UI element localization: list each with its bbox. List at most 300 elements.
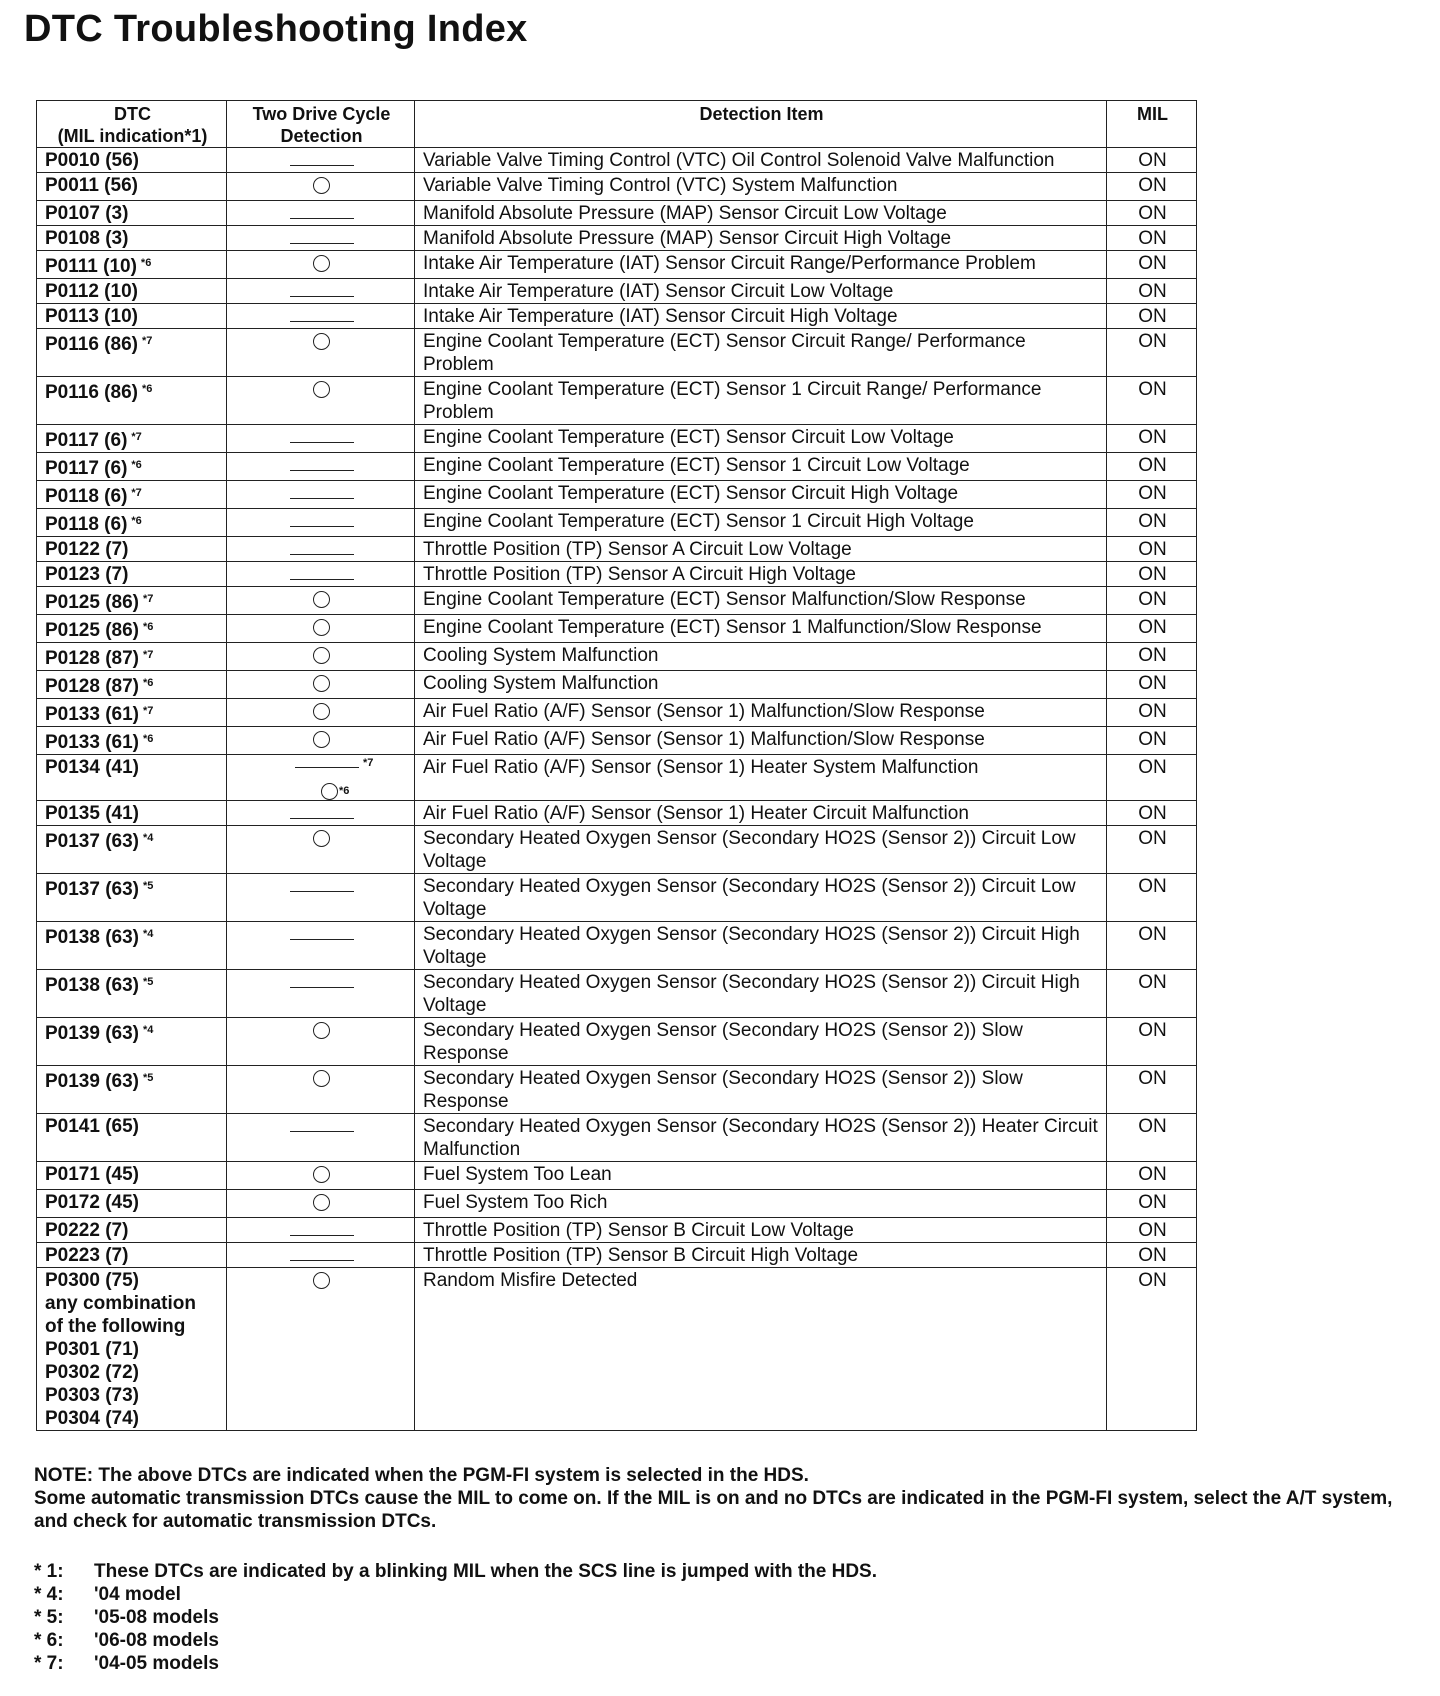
dtc-code: P0133 (61) (45, 704, 140, 725)
dtc-code: P0171 (45) (45, 1164, 140, 1185)
footnote-text: '05-08 models (94, 1607, 219, 1628)
circle-mark (313, 177, 330, 194)
detection-item: Random Misfire Detected (423, 1270, 638, 1291)
detection-item: Variable Valve Timing Control (VTC) Oil Control Solenoid Valve Malfunction (423, 150, 1055, 171)
circle-mark (313, 1194, 330, 1211)
dtc-code: P0108 (3) (45, 228, 129, 249)
dtc-code: P0011 (56) (45, 175, 138, 196)
detection-item-cell (415, 970, 1107, 1018)
two-drive-cell (227, 562, 415, 587)
dtc-code: P0133 (61) (45, 732, 140, 753)
table-row (37, 1066, 1197, 1114)
dtc-code-cell (37, 1190, 227, 1218)
table-row (37, 1162, 1197, 1190)
mil-cell (1107, 537, 1197, 562)
two-drive-combo (235, 756, 408, 800)
detection-item: Secondary Heated Oxygen Sensor (Secondary HO2S (Sensor 2)) Slow Response (423, 1020, 1023, 1064)
mil-status: ON (1138, 1270, 1167, 1291)
table-row (37, 509, 1197, 537)
detection-item-cell (415, 201, 1107, 226)
dash-mark (290, 243, 354, 244)
footnote-text: These DTCs are indicated by a blinking MIL when the SCS line is jumped with the HDS. (94, 1561, 877, 1582)
detection-item: Manifold Absolute Pressure (MAP) Sensor Circuit Low Voltage (423, 203, 947, 224)
dtc-code-cell (37, 801, 227, 826)
detection-item-cell (415, 226, 1107, 251)
two-drive-cell (227, 148, 415, 173)
footnote-ref: *6 (143, 677, 154, 689)
dtc-code: P0135 (41) (45, 803, 140, 824)
dtc-code-cell (37, 509, 227, 537)
footnote-ref: *7 (143, 593, 154, 605)
dtc-code: P0128 (87) (45, 648, 140, 669)
two-drive-cell (227, 587, 415, 615)
mil-status: ON (1138, 1192, 1167, 1213)
two-drive-cell (227, 727, 415, 755)
mil-cell (1107, 1243, 1197, 1268)
dtc-code-cell (37, 755, 227, 801)
table-row (37, 755, 1197, 801)
header-detection-item (415, 101, 1107, 148)
circle-mark (313, 731, 330, 748)
header-mil (1107, 101, 1197, 148)
two-drive-cell (227, 801, 415, 826)
detection-item: Throttle Position (TP) Sensor A Circuit Low Voltage (423, 539, 852, 560)
mil-cell (1107, 425, 1197, 453)
dtc-code-cell (37, 615, 227, 643)
footnote-ref: *6 (143, 621, 154, 633)
two-drive-cell (227, 970, 415, 1018)
two-drive-cell (227, 304, 415, 329)
circle-mark (313, 1166, 330, 1183)
detection-item-cell (415, 727, 1107, 755)
mil-cell (1107, 148, 1197, 173)
detection-item-cell (415, 1162, 1107, 1190)
detection-item: Air Fuel Ratio (A/F) Sensor (Sensor 1) Heater System Malfunction (423, 757, 979, 778)
detection-item-cell (415, 173, 1107, 201)
two-drive-cell (227, 643, 415, 671)
footnote-row (34, 1560, 877, 1583)
circle-mark (313, 255, 330, 272)
dtc-code-cell (37, 643, 227, 671)
dash-mark (290, 891, 354, 892)
dtc-code: P0137 (63) (45, 831, 140, 852)
detection-item-cell (415, 562, 1107, 587)
mil-status: ON (1138, 924, 1167, 945)
two-drive-cell (227, 377, 415, 425)
two-drive-cell (227, 1114, 415, 1162)
footnote-ref: *4 (143, 928, 154, 940)
footnote-ref: *6 (143, 733, 154, 745)
table-row (37, 453, 1197, 481)
footnote-ref: *7 (131, 487, 142, 499)
footnote-key: * 1: (34, 1561, 64, 1582)
dtc-table (36, 100, 1197, 1431)
table-row (37, 537, 1197, 562)
circle-mark (321, 783, 338, 800)
mil-status: ON (1138, 427, 1167, 448)
mil-status: ON (1138, 564, 1167, 585)
dtc-code-cell (37, 970, 227, 1018)
dash-mark (290, 1131, 354, 1132)
dtc-code: P0139 (63) (45, 1023, 140, 1044)
detection-item-cell (415, 671, 1107, 699)
dash-mark (290, 987, 354, 988)
footnote-ref: *7 (141, 335, 153, 347)
mil-status: ON (1138, 701, 1167, 722)
mil-cell (1107, 509, 1197, 537)
footnote-row (34, 1606, 877, 1629)
detection-item-cell (415, 1190, 1107, 1218)
two-drive-cell (227, 1243, 415, 1268)
detection-item: Secondary Heated Oxygen Sensor (Secondary HO2S (Sensor 2)) Circuit Low Voltage (423, 876, 1076, 920)
dash-mark (295, 767, 359, 768)
mil-cell (1107, 1162, 1197, 1190)
dash-mark (290, 1235, 354, 1236)
mil-cell (1107, 699, 1197, 727)
dtc-code-cell (37, 453, 227, 481)
detection-item: Throttle Position (TP) Sensor B Circuit Low Voltage (423, 1220, 854, 1241)
detection-item: Engine Coolant Temperature (ECT) Sensor Malfunction/Slow Response (423, 589, 1026, 610)
detection-item-cell (415, 148, 1107, 173)
dash-mark (290, 442, 354, 443)
table-row (37, 251, 1197, 279)
mil-status: ON (1138, 972, 1167, 993)
mil-status: ON (1138, 589, 1167, 610)
two-drive-cell (227, 922, 415, 970)
footnote-row (34, 1583, 877, 1606)
mil-cell (1107, 1018, 1197, 1066)
mil-cell (1107, 826, 1197, 874)
detection-item: Engine Coolant Temperature (ECT) Sensor 1 Malfunction/Slow Response (423, 617, 1042, 638)
dtc-code: P0010 (56) (45, 150, 140, 171)
detection-item-cell (415, 377, 1107, 425)
mil-status: ON (1138, 331, 1167, 352)
header-two-drive (227, 101, 415, 148)
two-drive-cell (227, 226, 415, 251)
mil-cell (1107, 173, 1197, 201)
mil-cell (1107, 279, 1197, 304)
two-drive-cell (227, 1162, 415, 1190)
header-dtc-label: DTC (MIL indication*1) (57, 104, 208, 146)
two-drive-cell (227, 537, 415, 562)
mil-status: ON (1138, 729, 1167, 750)
footnote-ref: *7 (143, 649, 154, 661)
dtc-code: P0117 (6) (45, 430, 128, 451)
two-drive-cell (227, 1218, 415, 1243)
dtc-code: P0172 (45) (45, 1192, 140, 1213)
dtc-code: P0118 (6) (45, 486, 128, 507)
detection-item: Secondary Heated Oxygen Sensor (Secondary HO2S (Sensor 2)) Circuit Low Voltage (423, 828, 1076, 872)
footnotes (34, 1560, 877, 1675)
detection-item-cell (415, 755, 1107, 801)
note-line: Some automatic transmission DTCs cause the MIL to come on. If the MIL is on and no DTCs are indicated in the PGM-FI system, select the A/T system, and check for automatic transmission DTCs. (34, 1488, 1393, 1532)
table-header-row (37, 101, 1197, 148)
two-drive-cell (227, 1018, 415, 1066)
detection-item: Engine Coolant Temperature (ECT) Sensor Circuit Low Voltage (423, 427, 954, 448)
table-row (37, 377, 1197, 425)
table-row (37, 1114, 1197, 1162)
dtc-code-cell (37, 1114, 227, 1162)
dash-mark (290, 470, 354, 471)
table-row (37, 922, 1197, 970)
mil-status: ON (1138, 673, 1167, 694)
two-drive-cell (227, 1190, 415, 1218)
detection-item: Air Fuel Ratio (A/F) Sensor (Sensor 1) Malfunction/Slow Response (423, 701, 985, 722)
two-drive-cell (227, 453, 415, 481)
mil-cell (1107, 587, 1197, 615)
mil-status: ON (1138, 281, 1167, 302)
table-row (37, 201, 1197, 226)
dtc-code: P0141 (65) (45, 1116, 140, 1137)
detection-item: Engine Coolant Temperature (ECT) Sensor 1 Circuit High Voltage (423, 511, 974, 532)
dtc-code-cell (37, 727, 227, 755)
dtc-code-cell (37, 1066, 227, 1114)
dtc-code: P0300 (75) any combination of the following P0301 (71) P0302 (72) P0303 (73) P0304 (74) (45, 1270, 196, 1429)
mil-cell (1107, 922, 1197, 970)
mil-cell (1107, 874, 1197, 922)
mil-status: ON (1138, 1116, 1167, 1137)
mil-cell (1107, 226, 1197, 251)
table-row (37, 826, 1197, 874)
mil-status: ON (1138, 1220, 1167, 1241)
detection-item: Engine Coolant Temperature (ECT) Sensor 1 Circuit Range/ Performance Problem (423, 379, 1042, 423)
table-row (37, 279, 1197, 304)
detection-item: Variable Valve Timing Control (VTC) System Malfunction (423, 175, 898, 196)
footnote-text: '04 model (94, 1584, 181, 1605)
table-row (37, 148, 1197, 173)
detection-item-cell (415, 699, 1107, 727)
mil-cell (1107, 1268, 1197, 1431)
footnote-ref: *5 (143, 880, 154, 892)
dtc-code-cell (37, 201, 227, 226)
header-mil-label: MIL (1137, 104, 1168, 124)
footnote-ref: *5 (143, 976, 154, 988)
header-dtc (37, 101, 227, 148)
two-drive-cell (227, 201, 415, 226)
detection-item-cell (415, 874, 1107, 922)
detection-item: Intake Air Temperature (IAT) Sensor Circuit Range/Performance Problem (423, 253, 1036, 274)
mil-cell (1107, 801, 1197, 826)
detection-item: Throttle Position (TP) Sensor A Circuit High Voltage (423, 564, 856, 585)
circle-mark (313, 675, 330, 692)
dtc-code-cell (37, 874, 227, 922)
mil-cell (1107, 643, 1197, 671)
mil-status: ON (1138, 828, 1167, 849)
mil-status: ON (1138, 539, 1167, 560)
mil-cell (1107, 970, 1197, 1018)
detection-item: Fuel System Too Rich (423, 1192, 608, 1213)
mil-status: ON (1138, 150, 1167, 171)
footnote-ref: *7 (131, 431, 142, 443)
dash-mark (290, 218, 354, 219)
dash-mark (290, 554, 354, 555)
detection-item-cell (415, 279, 1107, 304)
detection-item-cell (415, 1018, 1107, 1066)
dtc-code-cell (37, 587, 227, 615)
dash-mark (290, 498, 354, 499)
mil-cell (1107, 1114, 1197, 1162)
mil-status: ON (1138, 203, 1167, 224)
dtc-code-cell (37, 671, 227, 699)
table-row (37, 329, 1197, 377)
footnote-text: '04-05 models (94, 1653, 219, 1674)
mil-status: ON (1138, 1020, 1167, 1041)
detection-item-cell (415, 826, 1107, 874)
detection-item: Secondary Heated Oxygen Sensor (Secondary HO2S (Sensor 2)) Heater Circuit Malfunction (423, 1116, 1098, 1160)
mil-status: ON (1138, 228, 1167, 249)
mil-status: ON (1138, 1245, 1167, 1266)
footnote-row (34, 1629, 877, 1652)
dtc-code-cell (37, 279, 227, 304)
two-drive-cell (227, 671, 415, 699)
dtc-code-cell (37, 826, 227, 874)
dash-mark (290, 579, 354, 580)
two-drive-cell (227, 1066, 415, 1114)
dtc-code: P0116 (86) (45, 382, 138, 403)
footnote-ref: *6 (140, 257, 152, 269)
detection-item: Cooling System Malfunction (423, 673, 659, 694)
detection-item: Engine Coolant Temperature (ECT) Sensor Circuit High Voltage (423, 483, 959, 504)
detection-item-cell (415, 1218, 1107, 1243)
footnote-ref: *6 (141, 383, 153, 395)
mil-status: ON (1138, 1068, 1167, 1089)
dash-mark (290, 165, 354, 166)
detection-item: Intake Air Temperature (IAT) Sensor Circuit Low Voltage (423, 281, 894, 302)
mil-cell (1107, 1218, 1197, 1243)
dtc-code: P0138 (63) (45, 975, 140, 996)
footnote-ref: *6 (131, 459, 142, 471)
notes (34, 1464, 1414, 1533)
two-drive-cell (227, 699, 415, 727)
footnote-ref: *4 (143, 832, 154, 844)
dtc-code-cell (37, 251, 227, 279)
table-body (37, 148, 1197, 1431)
detection-item: Secondary Heated Oxygen Sensor (Secondary HO2S (Sensor 2)) Circuit High Voltage (423, 972, 1080, 1016)
table-row (37, 1243, 1197, 1268)
two-drive-cell (227, 251, 415, 279)
detection-item: Engine Coolant Temperature (ECT) Sensor 1 Circuit Low Voltage (423, 455, 970, 476)
detection-item-cell (415, 453, 1107, 481)
mil-status: ON (1138, 511, 1167, 532)
page-title: DTC Troubleshooting Index (24, 8, 528, 50)
two-drive-cell (227, 615, 415, 643)
mil-status: ON (1138, 803, 1167, 824)
mil-cell (1107, 304, 1197, 329)
footnote-ref: *4 (143, 1024, 154, 1036)
mil-status: ON (1138, 876, 1167, 897)
dtc-code: P0123 (7) (45, 564, 129, 585)
dtc-code: P0128 (87) (45, 676, 140, 697)
dtc-code: P0112 (10) (45, 281, 138, 302)
two-drive-cell (227, 874, 415, 922)
table-row (37, 1218, 1197, 1243)
table-row (37, 304, 1197, 329)
two-drive-cell (227, 279, 415, 304)
two-drive-cell (227, 481, 415, 509)
mil-status: ON (1138, 645, 1167, 666)
detection-item-cell (415, 801, 1107, 826)
two-drive-cell (227, 755, 415, 801)
dtc-code-cell (37, 1162, 227, 1190)
mil-status: ON (1138, 1164, 1167, 1185)
dtc-code-cell (37, 1218, 227, 1243)
table-row (37, 970, 1197, 1018)
dtc-code: P0223 (7) (45, 1245, 129, 1266)
table-row (37, 562, 1197, 587)
dtc-code-cell (37, 329, 227, 377)
detection-item-cell (415, 251, 1107, 279)
detection-item: Secondary Heated Oxygen Sensor (Secondary HO2S (Sensor 2)) Circuit High Voltage (423, 924, 1080, 968)
two-drive-cell (227, 329, 415, 377)
detection-item-cell (415, 304, 1107, 329)
dash-mark (290, 526, 354, 527)
two-drive-cell (227, 1268, 415, 1431)
dtc-code-cell (37, 377, 227, 425)
table-row (37, 874, 1197, 922)
header-detection-item-label: Detection Item (699, 104, 824, 124)
two-drive-cell (227, 425, 415, 453)
table-row (37, 671, 1197, 699)
detection-item-cell (415, 537, 1107, 562)
footnote-ref: *6 (339, 785, 350, 797)
mil-cell (1107, 562, 1197, 587)
footnote-ref: *7 (143, 705, 154, 717)
dtc-code-cell (37, 1268, 227, 1431)
detection-item: Secondary Heated Oxygen Sensor (Secondary HO2S (Sensor 2)) Slow Response (423, 1068, 1023, 1112)
detection-item: Cooling System Malfunction (423, 645, 659, 666)
dtc-code: P0139 (63) (45, 1071, 140, 1092)
dtc-code: P0125 (86) (45, 592, 140, 613)
circle-mark (313, 619, 330, 636)
detection-item: Throttle Position (TP) Sensor B Circuit High Voltage (423, 1245, 859, 1266)
header-two-drive-label: Two Drive Cycle Detection (252, 104, 391, 146)
dash-mark (290, 818, 354, 819)
dtc-code: P0125 (86) (45, 620, 140, 641)
mil-cell (1107, 615, 1197, 643)
mil-cell (1107, 1190, 1197, 1218)
mil-cell (1107, 377, 1197, 425)
footnote-ref: *7 (363, 757, 374, 769)
detection-item: Intake Air Temperature (IAT) Sensor Circuit High Voltage (423, 306, 898, 327)
detection-item-cell (415, 1268, 1107, 1431)
detection-item: Fuel System Too Lean (423, 1164, 612, 1185)
dash-mark (290, 321, 354, 322)
dtc-code-cell (37, 1018, 227, 1066)
dtc-code: P0138 (63) (45, 927, 140, 948)
mil-cell (1107, 755, 1197, 801)
dtc-code: P0113 (10) (45, 306, 138, 327)
table-row (37, 643, 1197, 671)
dtc-code: P0111 (10) (45, 256, 137, 277)
dtc-code-cell (37, 481, 227, 509)
circle-mark (313, 591, 330, 608)
dtc-code: P0118 (6) (45, 514, 128, 535)
table-row (37, 481, 1197, 509)
dtc-code-cell (37, 148, 227, 173)
circle-mark (313, 333, 330, 350)
mil-status: ON (1138, 483, 1167, 504)
footnote-text: '06-08 models (94, 1630, 219, 1651)
mil-status: ON (1138, 306, 1167, 327)
mil-cell (1107, 481, 1197, 509)
dtc-code: P0222 (7) (45, 1220, 129, 1241)
table-row (37, 801, 1197, 826)
dtc-code: P0134 (41) (45, 757, 140, 778)
table-row (37, 615, 1197, 643)
dtc-code-cell (37, 699, 227, 727)
footnote-ref: *5 (143, 1072, 154, 1084)
table-row (37, 699, 1197, 727)
